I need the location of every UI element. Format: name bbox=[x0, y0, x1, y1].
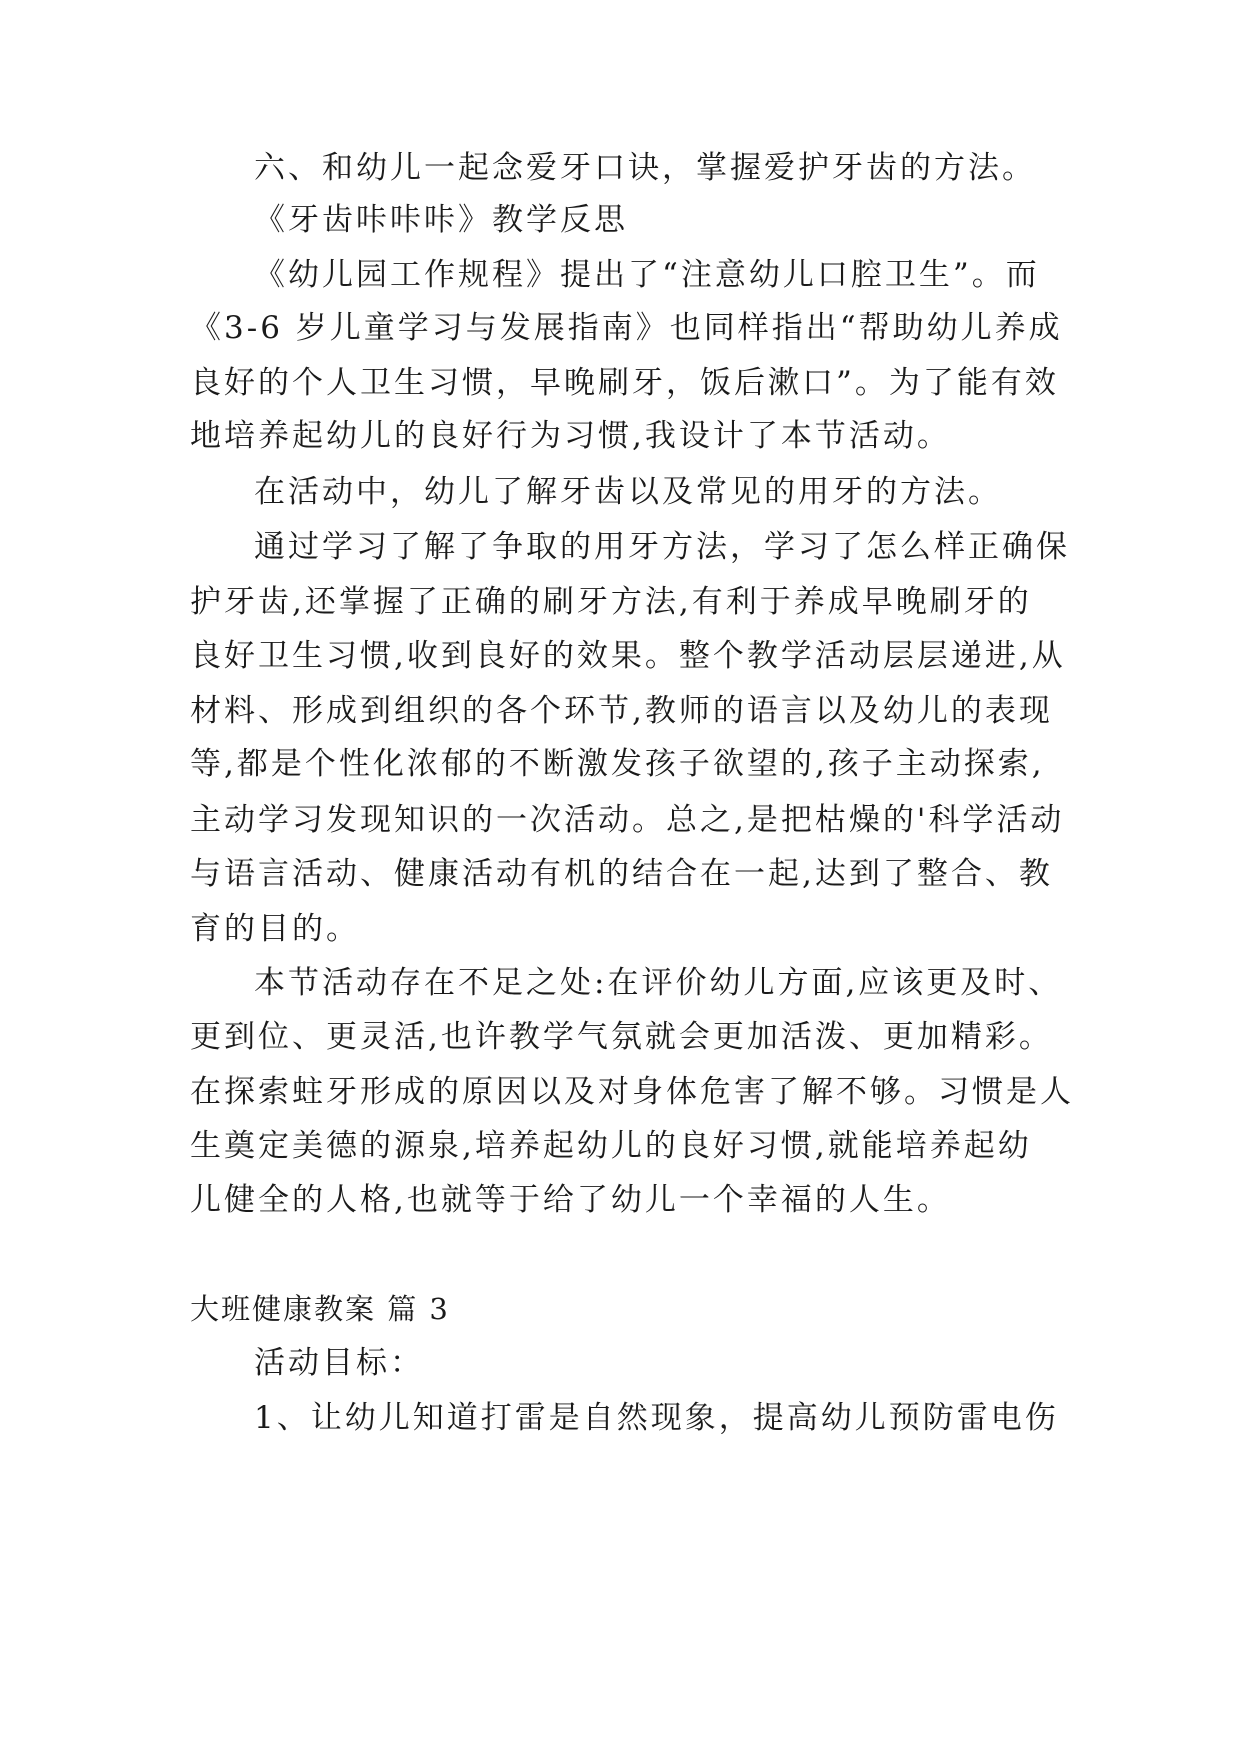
text-line: 通过学习了解了争取的用牙方法，学习了怎么样正确保 bbox=[254, 529, 1070, 565]
text-line: 育的目的。 bbox=[190, 911, 360, 947]
text-line: 在探索蛀牙形成的原因以及对身体危害了解不够。习惯是人 bbox=[190, 1074, 1074, 1110]
text-line: 《幼儿园工作规程》提出了“注意幼儿口腔卫生”。而 bbox=[254, 257, 1040, 293]
text-line: 生奠定美德的源泉,培养起幼儿的良好习惯,就能培养起幼 bbox=[190, 1128, 1032, 1164]
text-line: 本节活动存在不足之处:在评价幼儿方面,应该更及时、 bbox=[254, 965, 1063, 1001]
text-line: 儿健全的人格,也就等于给了幼儿一个幸福的人生。 bbox=[190, 1182, 951, 1218]
text-line: 地培养起幼儿的良好行为习惯,我设计了本节活动。 bbox=[190, 418, 951, 454]
text-line: 六、和幼儿一起念爱牙口诀，掌握爱护牙齿的方法。 bbox=[254, 150, 1036, 186]
text-line: 护牙齿,还掌握了正确的刷牙方法,有利于养成早晚刷牙的 bbox=[190, 584, 1032, 620]
text-line: 良好卫生习惯,收到良好的效果。整个教学活动层层递进,从 bbox=[190, 638, 1066, 674]
text-line: 更到位、更灵活,也许教学气氛就会更加活泼、更加精彩。 bbox=[190, 1019, 1053, 1055]
section-heading: 大班健康教案 篇 3 bbox=[190, 1292, 450, 1326]
text-line: 1、让幼儿知道打雷是自然现象，提高幼儿预防雷电伤 bbox=[254, 1400, 1059, 1436]
text-line: 《牙齿咔咔咔》教学反思 bbox=[254, 202, 628, 238]
text-line: 在活动中，幼儿了解牙齿以及常见的用牙的方法。 bbox=[254, 474, 1002, 510]
text-line: 等,都是个性化浓郁的不断激发孩子欲望的,孩子主动探索, bbox=[190, 746, 1045, 782]
text-line: 活动目标： bbox=[254, 1345, 424, 1381]
text-line: 《3-6 岁儿童学习与发展指南》也同样指出“帮助幼儿养成 bbox=[190, 310, 1063, 346]
text-line: 主动学习发现知识的一次活动。总之,是把枯燥的'科学活动 bbox=[190, 802, 1065, 838]
text-line: 材料、形成到组织的各个环节,教师的语言以及幼儿的表现 bbox=[190, 693, 1053, 729]
text-line: 良好的个人卫生习惯，早晚刷牙，饭后漱口”。为了能有效 bbox=[190, 365, 1059, 401]
text-line: 与语言活动、健康活动有机的结合在一起,达到了整合、教 bbox=[190, 856, 1053, 892]
